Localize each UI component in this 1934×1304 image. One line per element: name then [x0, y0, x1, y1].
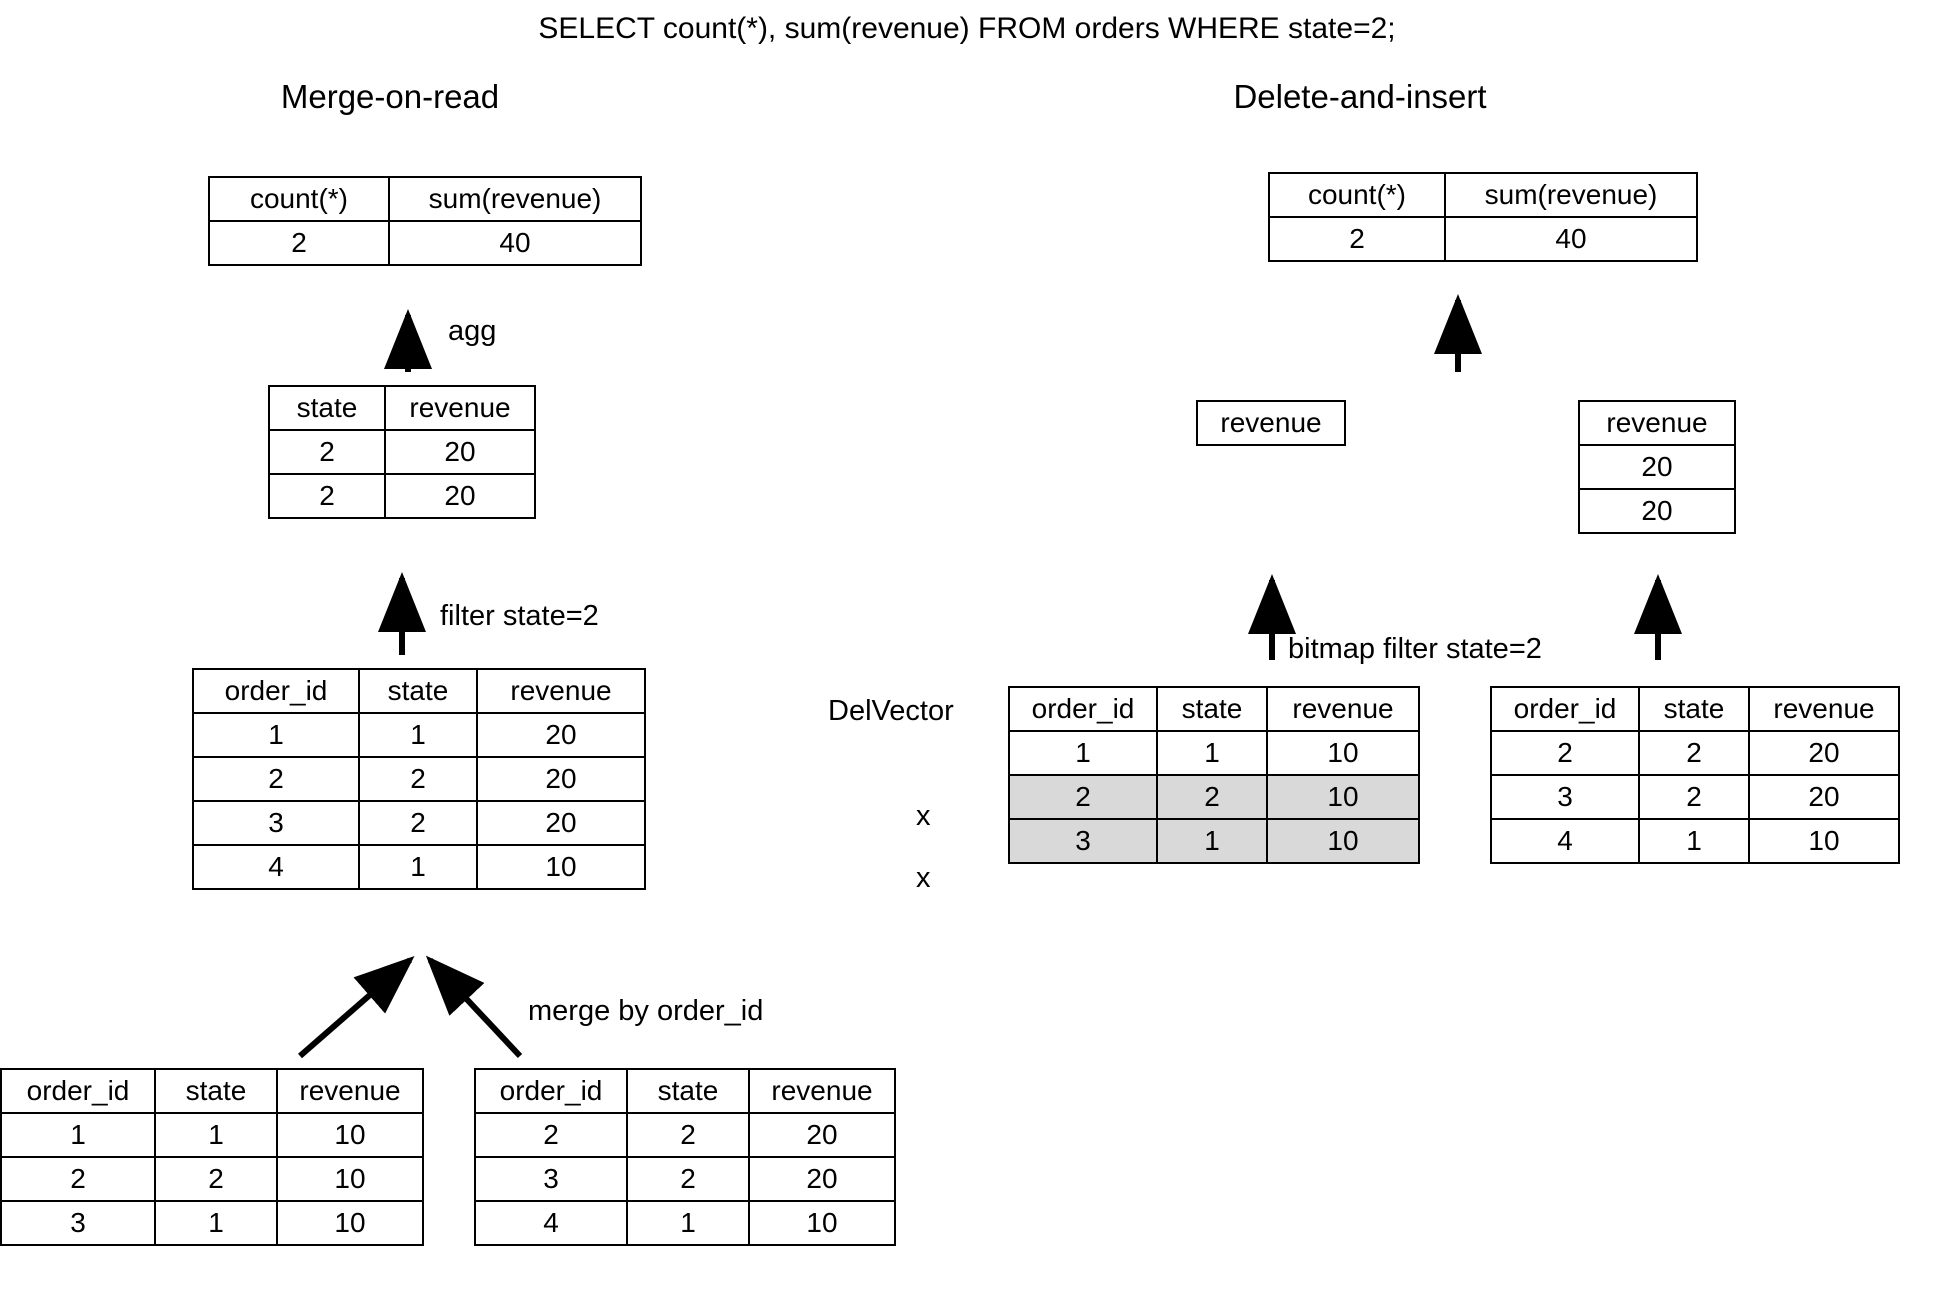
table-cell: 2 — [155, 1157, 277, 1201]
column-header: revenue — [1579, 401, 1735, 445]
table-cell: 20 — [385, 474, 535, 518]
column-header: count(*) — [209, 177, 389, 221]
table-row-deleted — [1009, 775, 1419, 819]
right-section-title: Delete-and-insert — [1233, 78, 1487, 115]
table-cell: 1 — [1157, 819, 1267, 863]
table-header-row — [1269, 173, 1697, 217]
delvector-mark: x — [916, 862, 931, 894]
table-cell: 2 — [1, 1157, 155, 1201]
agg-edge-label: agg — [448, 315, 497, 347]
column-header: count(*) — [1269, 173, 1445, 217]
table-cell: 2 — [1009, 775, 1157, 819]
table-cell: 1 — [359, 713, 477, 757]
column-header: state — [1157, 687, 1267, 731]
table-cell: 1 — [1009, 731, 1157, 775]
table-cell: 20 — [477, 801, 645, 845]
table-cell: 10 — [277, 1201, 423, 1245]
table-cell: 10 — [277, 1113, 423, 1157]
table-cell: 2 — [475, 1113, 627, 1157]
table-header-row — [475, 1069, 895, 1113]
table-header-row — [1197, 401, 1345, 445]
table-cell: 1 — [1639, 819, 1749, 863]
table-row — [1, 1113, 423, 1157]
table-row — [193, 713, 645, 757]
table-row — [1491, 775, 1899, 819]
table-cell: 2 — [1491, 731, 1639, 775]
left-result-table — [208, 176, 642, 266]
table-cell: 2 — [269, 474, 385, 518]
table-cell: 2 — [209, 221, 389, 265]
column-header: state — [627, 1069, 749, 1113]
left-merged-table — [192, 668, 646, 890]
table-header-row — [1, 1069, 423, 1113]
column-header: state — [269, 386, 385, 430]
column-header: state — [1639, 687, 1749, 731]
table-row — [1579, 445, 1735, 489]
table-cell: 2 — [359, 757, 477, 801]
right-inserted-table — [1490, 686, 1900, 864]
table-cell: 1 — [359, 845, 477, 889]
table-row — [475, 1201, 895, 1245]
merge-edge-label: merge by order_id — [528, 995, 764, 1027]
table-row — [193, 801, 645, 845]
table-row — [1491, 731, 1899, 775]
column-header: revenue — [277, 1069, 423, 1113]
column-header: order_id — [1491, 687, 1639, 731]
table-cell: 20 — [477, 757, 645, 801]
table-cell: 2 — [359, 801, 477, 845]
table-cell: 40 — [1445, 217, 1697, 261]
column-header: order_id — [1009, 687, 1157, 731]
table-row — [193, 757, 645, 801]
right-base-table — [1008, 686, 1420, 864]
table-cell: 10 — [1267, 731, 1419, 775]
table-row — [269, 474, 535, 518]
table-cell: 20 — [385, 430, 535, 474]
table-row — [1491, 819, 1899, 863]
left-delta-table — [474, 1068, 896, 1246]
table-cell: 1 — [627, 1201, 749, 1245]
table-cell: 20 — [1579, 489, 1735, 533]
table-cell: 2 — [627, 1113, 749, 1157]
table-cell: 1 — [1, 1113, 155, 1157]
table-cell: 2 — [193, 757, 359, 801]
table-cell: 20 — [749, 1157, 895, 1201]
table-cell: 3 — [1, 1201, 155, 1245]
table-header-row — [1491, 687, 1899, 731]
table-header-row — [1009, 687, 1419, 731]
table-row — [269, 430, 535, 474]
column-header: revenue — [749, 1069, 895, 1113]
column-header: state — [359, 669, 477, 713]
table-cell: 20 — [1579, 445, 1735, 489]
table-cell: 3 — [1491, 775, 1639, 819]
table-cell: 10 — [1267, 819, 1419, 863]
delvector-label: DelVector — [828, 695, 954, 727]
table-cell: 10 — [277, 1157, 423, 1201]
table-cell: 1 — [155, 1201, 277, 1245]
left-section-title: Merge-on-read — [280, 78, 500, 115]
query-title: SELECT count(*), sum(revenue) FROM orders WHERE state=2; — [538, 12, 1396, 45]
column-header: state — [155, 1069, 277, 1113]
table-cell: 40 — [389, 221, 641, 265]
table-cell: 3 — [1009, 819, 1157, 863]
right-result-table — [1268, 172, 1698, 262]
table-row — [1009, 731, 1419, 775]
table-row-deleted — [1009, 819, 1419, 863]
table-cell: 1 — [1157, 731, 1267, 775]
table-row — [475, 1113, 895, 1157]
table-cell: 10 — [749, 1201, 895, 1245]
table-cell: 3 — [475, 1157, 627, 1201]
column-header: sum(revenue) — [1445, 173, 1697, 217]
table-cell: 4 — [193, 845, 359, 889]
column-header: revenue — [1267, 687, 1419, 731]
bitmap-filter-edge-label: bitmap filter state=2 — [1288, 633, 1542, 665]
table-cell: 10 — [477, 845, 645, 889]
table-cell: 1 — [155, 1113, 277, 1157]
table-row — [1579, 489, 1735, 533]
table-cell: 20 — [1749, 731, 1899, 775]
table-cell: 4 — [1491, 819, 1639, 863]
table-cell: 2 — [627, 1157, 749, 1201]
table-cell: 20 — [749, 1113, 895, 1157]
table-header-row — [269, 386, 535, 430]
filter-edge-label: filter state=2 — [440, 600, 599, 632]
column-header: order_id — [193, 669, 359, 713]
left-base-table — [0, 1068, 424, 1246]
arrow-merge-base — [300, 960, 410, 1056]
table-header-row — [209, 177, 641, 221]
table-cell: 2 — [1639, 775, 1749, 819]
column-header: revenue — [1197, 401, 1345, 445]
table-row — [209, 221, 641, 265]
table-header-row — [193, 669, 645, 713]
table-cell: 1 — [193, 713, 359, 757]
table-header-row — [1579, 401, 1735, 445]
delvector-mark: x — [916, 800, 931, 832]
table-cell: 10 — [1749, 819, 1899, 863]
table-cell: 10 — [1267, 775, 1419, 819]
arrow-merge-delta — [430, 960, 520, 1056]
right-revenue-empty-table — [1196, 400, 1346, 446]
table-cell: 4 — [475, 1201, 627, 1245]
table-cell: 2 — [269, 430, 385, 474]
column-header: revenue — [1749, 687, 1899, 731]
column-header: revenue — [477, 669, 645, 713]
left-filtered-table — [268, 385, 536, 519]
column-header: revenue — [385, 386, 535, 430]
table-cell: 3 — [193, 801, 359, 845]
table-cell: 20 — [477, 713, 645, 757]
column-header: order_id — [1, 1069, 155, 1113]
table-row — [475, 1157, 895, 1201]
table-row — [1, 1157, 423, 1201]
table-cell: 2 — [1269, 217, 1445, 261]
column-header: order_id — [475, 1069, 627, 1113]
table-row — [1269, 217, 1697, 261]
table-cell: 2 — [1639, 731, 1749, 775]
table-row — [1, 1201, 423, 1245]
table-cell: 2 — [1157, 775, 1267, 819]
table-cell: 20 — [1749, 775, 1899, 819]
right-revenue-values-table — [1578, 400, 1736, 534]
table-row — [193, 845, 645, 889]
column-header: sum(revenue) — [389, 177, 641, 221]
